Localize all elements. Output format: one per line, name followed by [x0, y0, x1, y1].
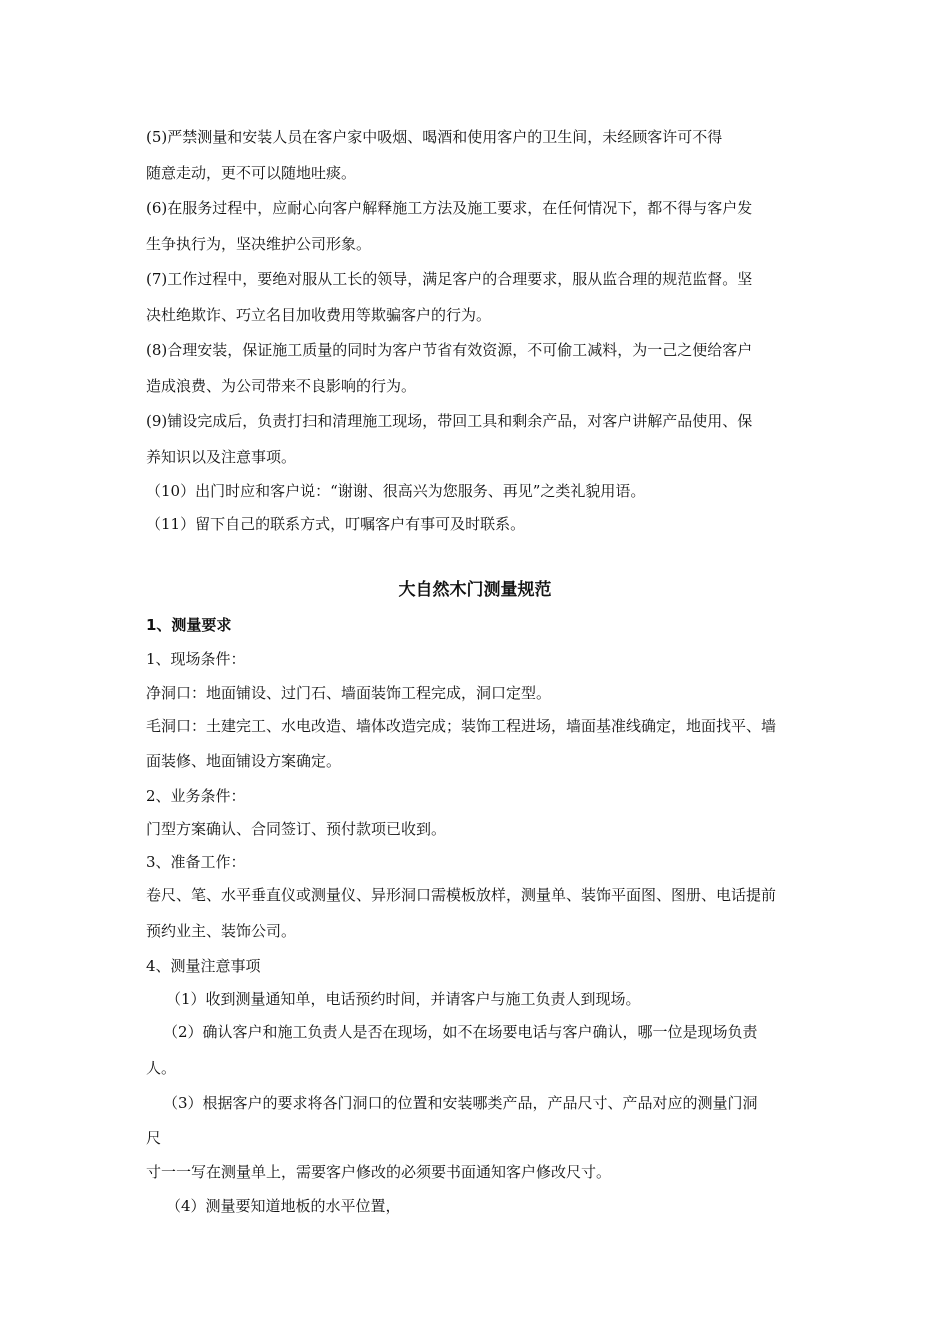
text-line: （11）留下自己的联系方式，叮嘱客户有事可及时联系。 — [146, 515, 526, 533]
text-line: （1）收到测量通知单，电话预约时间，并请客户与施工负责人到现场。 — [166, 990, 641, 1008]
text-line: 毛洞口：土建完工、水电改造、墙体改造完成；装饰工程进场，墙面基准线确定，地面找平、墙 — [146, 717, 777, 735]
text-line: (9)铺设完成后，负责打扫和清理施工现场，带回工具和剩余产品，对客户讲解产品使用、保 — [146, 412, 753, 430]
text-line: 造成浪费、为公司带来不良影响的行为。 — [146, 377, 417, 395]
text-line: (6)在服务过程中，应耐心向客户解释施工方法及施工要求，在任何情况下，都不得与客户发 — [146, 199, 753, 217]
text-line: 4、测量注意事项 — [146, 957, 261, 975]
text-line: 净洞口：地面铺设、过门石、墙面装饰工程完成，洞口定型。 — [146, 684, 552, 702]
text-line: 2、业务条件： — [146, 787, 246, 805]
text-line: (8)合理安装，保证施工质量的同时为客户节省有效资源，不可偷工减料，为一己之便给客户 — [146, 341, 753, 359]
section-title: 大自然木门测量规范 — [398, 580, 552, 600]
text-line: 随意走动，更不可以随地吐痰。 — [146, 164, 357, 182]
text-line: 预约业主、装饰公司。 — [146, 922, 297, 940]
text-line: 生争执行为，坚决维护公司形象。 — [146, 235, 372, 253]
text-line: 尺 — [146, 1129, 162, 1147]
text-line: 3、准备工作： — [146, 853, 246, 871]
text-line: 养知识以及注意事项。 — [146, 448, 297, 466]
text-line: 面装修、地面铺设方案确定。 — [146, 752, 342, 770]
text-line: 寸一一写在测量单上，需要客户修改的必须要书面通知客户修改尺寸。 — [146, 1163, 612, 1181]
text-line: 门型方案确认、合同签订、预付款项已收到。 — [146, 820, 447, 838]
text-line: （4）测量要知道地板的水平位置， — [166, 1197, 401, 1215]
text-line: （10）出门时应和客户说：“谢谢、很高兴为您服务、再见”之类礼貌用语。 — [146, 482, 646, 500]
text-line: （3）根据客户的要求将各门洞口的位置和安装哪类产品，产品尺寸、产品对应的测量门洞 — [163, 1094, 758, 1112]
text-line: 1、现场条件： — [146, 650, 246, 668]
text-line: 人。 — [146, 1059, 177, 1077]
text-line: (7)工作过程中，要绝对服从工长的领导，满足客户的合理要求，服从监合理的规范监督。坚 — [146, 270, 753, 288]
text-line: 卷尺、笔、水平垂直仪或测量仪、异形洞口需模板放样，测量单、装饰平面图、图册、电话提前 — [146, 886, 777, 904]
section-heading: 1、测量要求 — [146, 616, 232, 634]
text-line: 决杜绝欺诈、巧立名目加收费用等欺骗客户的行为。 — [146, 306, 492, 324]
text-line: (5)严禁测量和安装人员在客户家中吸烟、喝酒和使用客户的卫生间，未经顾客许可不得 — [146, 128, 723, 146]
text-line: （2）确认客户和施工负责人是否在现场，如不在场要电话与客户确认，哪一位是现场负责 — [163, 1023, 758, 1041]
